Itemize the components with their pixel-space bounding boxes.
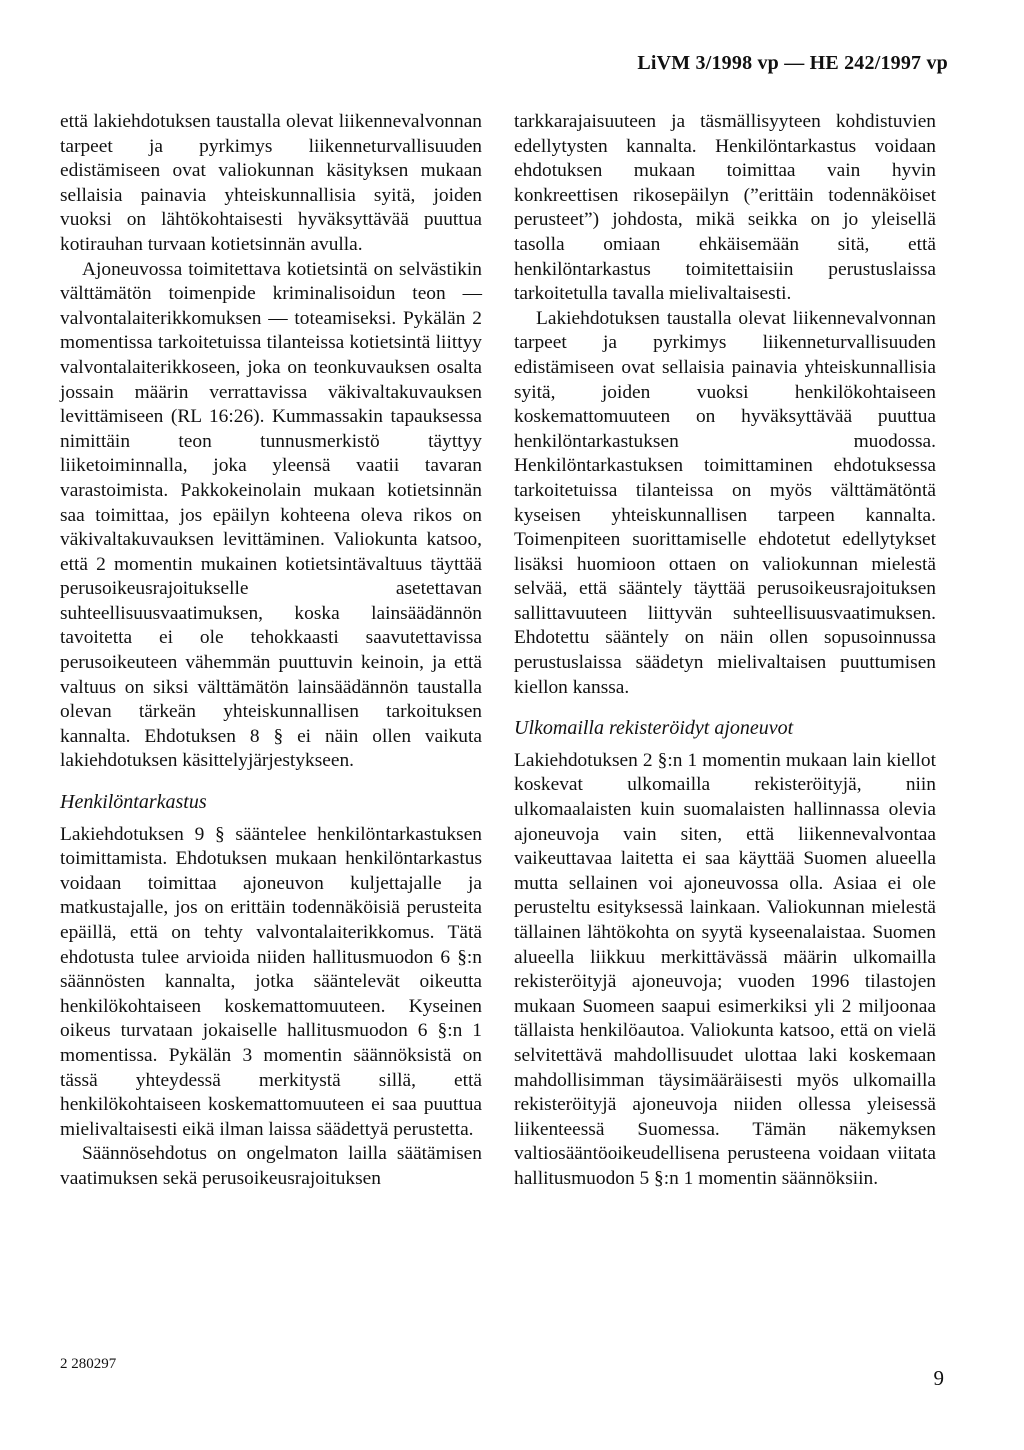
running-header: LiVM 3/1998 vp — HE 242/1997 vp — [637, 52, 948, 74]
page-number: 9 — [933, 1366, 944, 1390]
section-heading: Henkilöntarkastus — [60, 791, 207, 814]
paragraph: Lakiehdotuksen 2 §:n 1 momentin mukaan lain kiellot koskevat ulkomailla rekisteröityjä, niin ulkomaalaisten kuin suomalaisten hallinnassa olevia ajoneuvoja vain siten, että liikennevalvontaa vaikeuttavaa laitetta ei saa käyttää Suomen alueella mutta sellainen voi ajoneuvossa olla. Asiaa ei ole perusteltu esityksessä lainkaan. Valiokunnan mielestä tällainen lähtökohta on syytä kyseenalaistaa. Suomen alueella liikkuu merkittävässä määrin ulkomailla rekisteröityjä ajoneuvoja; vuoden 1996 tilastojen mukaan Suomeen saapui esimerkiksi yli 2 miljoonaa tällaista henkilöautoa. Valiokunta katsoo, että on vielä selvitettävä mahdollisuudet ulottaa laki koskemaan mahdollisimman täysimääräisesti myös ulkomailla rekisteröityjä ajoneuvoja niiden ollessa yleisessä liikenteessä Suomessa. Tämän näkemyksen valtiosääntöoikeudellisena perusteena voidaan viitata hallitusmuodon 5 §:n 1 momentin säännöksiin. — [514, 749, 936, 1189]
paragraph: että lakiehdotuksen taustalla olevat liikennevalvonnan tarpeet ja pyrkimys liikenneturvallisuuden edistämiseen ovat valiokunnan käsityksen mukaan sellaisia painavia yhteiskunnallisia syitä, joiden vuoksi on lähtökohtaisesti hyväksyttävää puuttua kotirauhan turvaan kotietsinnän avulla. — [60, 111, 482, 255]
paragraph: Lakiehdotuksen taustalla olevat liikennevalvonnan tarpeet ja pyrkimys liikenneturvallisuuden edistämiseen ovat sellaisia painavia yhteiskunnallisia syitä, joiden vuoksi henkilökohtaiseen koskemattomuuteen on hyväksyttävää puuttua henkilöntarkastuksen muodossa. Henkilöntarkastuksen toimittaminen ehdotuksessa tarkoitetuissa tilanteissa on myös välttämätöntä kyseisen yhteiskunnallisen tarpeen kannalta. Toimenpiteen suorittamiselle ehdotetut edellytykset lisäksi huomioon ottaen on valiokunnan mielestä selvää, että sääntely täyttää perusoikeusrajoituksen sallittavuuteen liittyvän suhteellisuusvaatimuksen. Ehdotettu sääntely on näin ollen sopusoinnussa perustuslaissa säädetyn mielivaltaisen puuttumisen kiellon kanssa. — [514, 307, 936, 698]
paragraph: Lakiehdotuksen 9 § sääntelee henkilöntarkastuksen toimittamista. Ehdotuksen mukaan henkilöntarkastus voidaan toimittaa ajoneuvon kuljettajalle ja matkustajalle, jos on erittäin todennäköisiä perusteita epäillä, että on tehty valvontalaiterikkomus. Tätä ehdotusta tulee arvioida niiden hallitusmuodon 6 §:n säännösten kannalta, jotka sääntelevät oikeutta henkilökohtaiseen koskemattomuuteen. Kyseinen oikeus turvataan jokaiselle hallitusmuodon 6 §:n 1 momentissa. Pykälän 3 momentin säännöksistä on tässä yhteydessä merkitystä sillä, että henkilökohtaiseen koskemattomuuteen ei saa puuttua mielivaltaisesti eikä ilman laissa säädettyä perustetta. — [60, 823, 482, 1140]
print-code: 2 280297 — [60, 1356, 117, 1372]
section-heading: Ulkomailla rekisteröidyt ajoneuvot — [514, 717, 794, 740]
left-column — [60, 110, 482, 1192]
paragraph: Ajoneuvossa toimitettava kotietsintä on selvästikin välttämätön toimenpide kriminalisoidun teon — valvontalaiterikkomuksen — toteamiseksi. Pykälän 2 momentissa tarkoitetuissa tilanteissa kotietsintä liittyy valvontalaiterikkoseen, joka on teonkuvauksen osalta jossain määrin verrattavissa väkivaltakuvauksen levittämiseen (RL 16:26). Kummassakin tapauksessa nimittäin teon tunnusmerkistö täyttyy liiketoiminnalla, joka yleensä vaatii tavaran varastoimista. Pakkokeinolain mukaan kotietsinnän saa toimittaa, jos epäilyn kohteena oleva rikos on väkivaltakuvauksen levittäminen. Valiokunta katsoo, että 2 momentin mukainen kotietsintävaltuus täyttää perusoikeusrajoitukselle asetettavan suhteellisuusvaatimuksen, koska lainsäädännön tavoitetta ei ole tehokkaasti saavutettavissa perusoikeuteen vähemmän puuttuvin keinoin, ja että valtuus on siksi välttämätön lainsäädännön taustalla olevan tärkeän yhteiskunnallisen tarkoituksen kannalta. Ehdotuksen 8 § ei näin ollen vaikuta lakiehdotuksen käsittelyjärjestykseen. — [60, 258, 482, 772]
paragraph: Säännösehdotus on ongelmaton lailla säätämisen vaatimuksen sekä perusoikeusrajoituksen — [60, 1143, 482, 1189]
right-column — [514, 110, 936, 1192]
paragraph: tarkkarajaisuuteen ja täsmällisyyteen kohdistuvien edellytysten kannalta. Henkilöntarkastus voidaan ehdotuksen mukaan toimittaa vain hyvin konkreettisen rikosepäilyn (”erittäin todennäköiset perusteet”) johdosta, mikä seikka on jo yleisellä tasolla omiaan ehkäisemään sitä, että henkilöntarkastus toimitettaisiin perustuslaissa tarkoitetulla tavalla mielivaltaisesti. — [514, 111, 936, 305]
